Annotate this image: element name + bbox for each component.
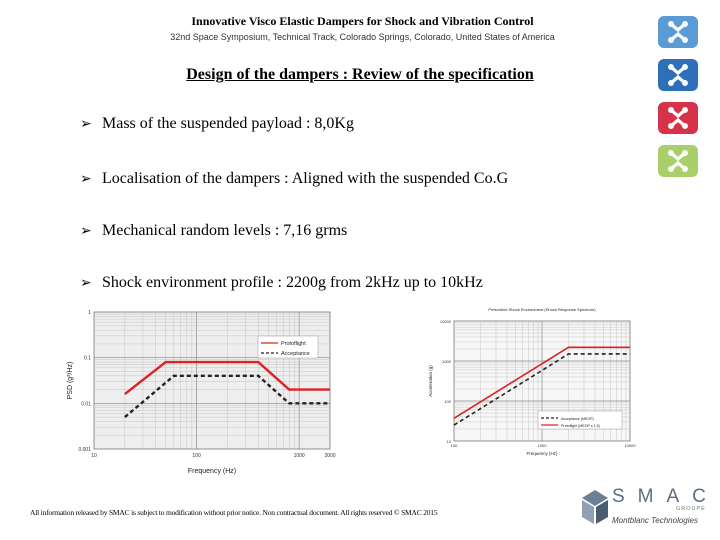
smac-logo-name: SMAC <box>612 486 719 507</box>
y-tick-label: 0.001 <box>78 447 91 453</box>
shock-response-spectrum-chart <box>418 303 636 461</box>
y-axis-label: PSD (g²/Hz) <box>67 361 74 400</box>
footer-disclaimer: All information released by SMAC is subject to modification without prior notice. Non contractual document. All rights reserved © SMAC 2015 <box>30 508 438 517</box>
x-tick-label: 2000 <box>324 453 336 459</box>
x-axis-label: Frequency (Hz) <box>187 468 237 475</box>
x-axis-label: Frequency (Hz) <box>526 451 558 456</box>
bullet-item <box>80 274 483 292</box>
y-tick-label: 10000 <box>439 319 451 324</box>
smac-logo <box>576 486 719 534</box>
presentation-title: Innovative Visco Elastic Dampers for Shock and Vibration Control <box>191 14 534 28</box>
legend-label: Acceptance (MEOP) <box>561 417 594 421</box>
smac-logo-groupe: GROUPE <box>676 506 706 512</box>
slide-heading: Design of the dampers : Review of the specification <box>186 66 534 83</box>
bullet-arrow-icon: ➢ <box>80 223 92 239</box>
x-tick-label: 10000 <box>624 443 636 448</box>
chart-title: Prescribed Shock Environment (Shock Response Spectrum) <box>488 307 596 312</box>
x-tick-label: 10 <box>91 453 97 459</box>
y-tick-label: 1 <box>88 310 91 316</box>
legend-label: Acceptance <box>281 351 310 357</box>
y-tick-label: 10 <box>446 439 451 444</box>
y-tick-label: 0.1 <box>84 355 91 362</box>
bullet-text: Localisation of the dampers : Aligned with the suspended Co.G <box>102 170 509 187</box>
bullet-arrow-icon: ➢ <box>80 275 92 291</box>
smac-logo-tagline: Montblanc Technologies <box>612 516 698 525</box>
bullet-item <box>80 170 508 188</box>
red-x-icon <box>658 102 698 134</box>
smac-logo-mark-icon <box>580 488 610 528</box>
x-tick-label: 1000 <box>293 453 305 459</box>
x-tick-label: 1000 <box>537 443 547 448</box>
bullet-text: Mass of the suspended payload : 8,0Kg <box>102 115 354 132</box>
bullet-text: Mechanical random levels : 7,16 grms <box>102 222 348 239</box>
bullet-arrow-icon: ➢ <box>80 171 92 187</box>
bullet-item <box>80 222 347 240</box>
random-vibration-psd-chart <box>62 302 362 487</box>
y-tick-label: 1000 <box>442 359 451 364</box>
y-axis-label: Acceleration (g) <box>428 365 433 397</box>
bullet-item <box>80 115 354 133</box>
blue-x-icon <box>658 16 698 48</box>
conference-subtitle: 32nd Space Symposium, Technical Track, Colorado Springs, Colorado, United States of America <box>170 32 555 42</box>
x-tick-label: 100 <box>192 453 201 459</box>
y-tick-label: 100 <box>444 399 451 404</box>
legend-label: Protoflight <box>281 341 306 347</box>
legend-label: Protoflight (MEOP x 1.5) <box>561 424 600 428</box>
y-tick-label: 0.01 <box>81 401 91 408</box>
bullet-arrow-icon: ➢ <box>80 116 92 132</box>
green-x-icon <box>658 145 698 177</box>
bullet-text: Shock environment profile : 2200g from 2kHz up to 10kHz <box>102 274 483 291</box>
x-tick-label: 100 <box>450 443 458 448</box>
